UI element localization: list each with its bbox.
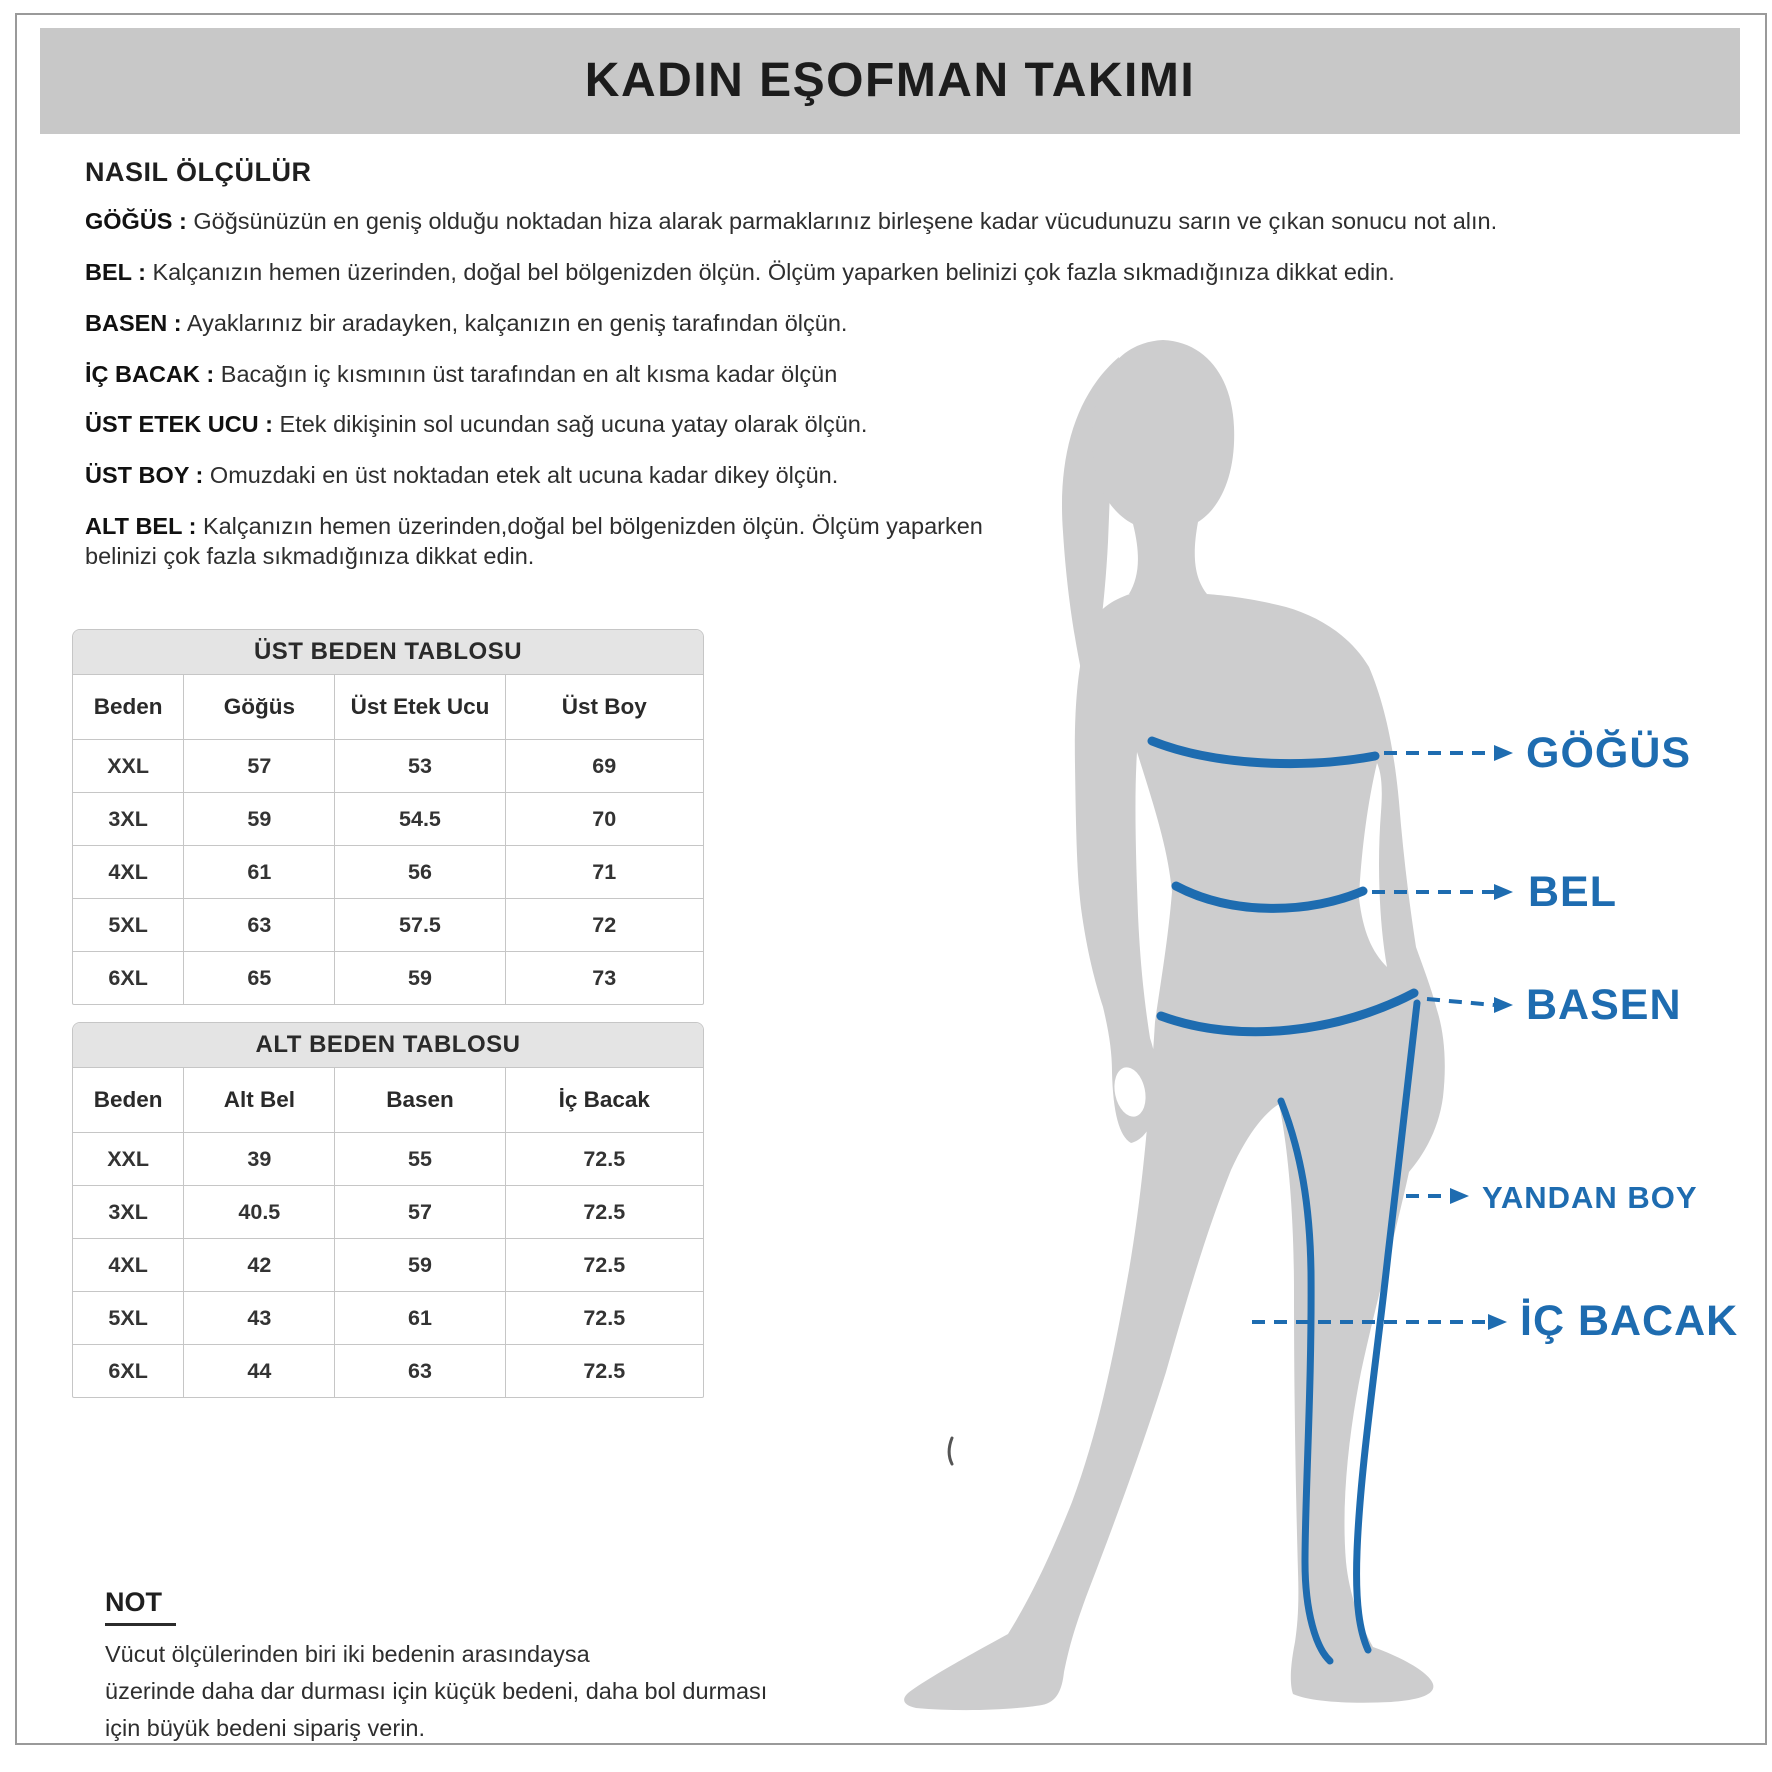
- table-cell: 42: [183, 1239, 334, 1291]
- title-banner: [40, 28, 1740, 134]
- column-header: Üst Etek Ucu: [334, 675, 504, 739]
- table-cell: 59: [334, 1239, 504, 1291]
- table-row: [73, 952, 703, 1004]
- table-cell: 6XL: [108, 1359, 148, 1383]
- label-side-length: YANDAN BOY: [1482, 1180, 1698, 1215]
- table-cell: 53: [334, 740, 504, 792]
- table-cell: 43: [183, 1292, 334, 1344]
- label-waist: BEL: [1528, 868, 1617, 916]
- label-hip: BASEN: [1526, 981, 1682, 1029]
- measure-term: İÇ BACAK :: [85, 360, 215, 387]
- measure-definition: [85, 258, 1715, 288]
- table-cell: 70: [505, 793, 703, 845]
- table-row: [73, 1292, 703, 1345]
- table-cell: 63: [183, 899, 334, 951]
- label-inner-leg: İÇ BACAK: [1520, 1297, 1739, 1345]
- measure-text: Etek dikişinin sol ucundan sağ ucuna yatay olarak ölçün.: [279, 411, 868, 438]
- measure-definition: [85, 309, 1715, 339]
- column-header: Üst Boy: [505, 675, 703, 739]
- table-cell: 72.5: [505, 1239, 703, 1291]
- table-header-row: [73, 1068, 703, 1133]
- table-cell: 73: [505, 952, 703, 1004]
- table-cell: 72: [505, 899, 703, 951]
- table-cell: 56: [334, 846, 504, 898]
- table-cell: 72.5: [505, 1186, 703, 1238]
- upper-size-table: [72, 629, 704, 1005]
- table-cell: 65: [183, 952, 334, 1004]
- table-cell: 63: [334, 1345, 504, 1397]
- table-row: [73, 1186, 703, 1239]
- measure-definitions: [85, 207, 1715, 593]
- table-row: [73, 1239, 703, 1292]
- table-cell: 39: [183, 1133, 334, 1185]
- lower-size-table: [72, 1022, 704, 1398]
- measure-definition: [85, 360, 1715, 390]
- column-header: Alt Bel: [183, 1068, 334, 1132]
- measure-text: Bacağın iç kısmının üst tarafından en alt kısma kadar ölçün: [220, 360, 838, 387]
- note-section: [105, 1587, 1005, 1747]
- table-row: [73, 1345, 703, 1397]
- table-cell: 57: [183, 740, 334, 792]
- table-row: [73, 793, 703, 846]
- table-cell: 69: [505, 740, 703, 792]
- column-header: Basen: [334, 1068, 504, 1132]
- page-border: [15, 13, 1767, 1745]
- measure-definition: [85, 512, 1053, 572]
- table-row: [73, 899, 703, 952]
- table-cell: 72.5: [505, 1292, 703, 1344]
- table-cell: XXL: [107, 754, 150, 778]
- measure-definition: [85, 207, 1715, 237]
- column-header: Göğüs: [183, 675, 334, 739]
- column-header: Beden: [93, 1087, 163, 1112]
- column-header: İç Bacak: [505, 1068, 703, 1132]
- table-cell: 6XL: [108, 966, 148, 990]
- measure-term: ÜST BOY :: [85, 462, 204, 489]
- table-row: [73, 1133, 703, 1186]
- table-cell: 40.5: [183, 1186, 334, 1238]
- table-cell: 59: [334, 952, 504, 1004]
- table-cell: 57: [334, 1186, 504, 1238]
- table-cell: 57.5: [334, 899, 504, 951]
- table-cell: 59: [183, 793, 334, 845]
- page-title: KADIN EŞOFMAN TAKIMI: [584, 54, 1196, 107]
- table-title: ALT BEDEN TABLOSU: [73, 1023, 703, 1068]
- table-cell: 72.5: [505, 1133, 703, 1185]
- table-cell: 55: [334, 1133, 504, 1185]
- measure-term: BASEN :: [85, 309, 182, 336]
- measure-term: GÖĞÜS :: [85, 208, 187, 234]
- table-cell: 5XL: [108, 913, 148, 937]
- measure-term: BEL :: [85, 258, 146, 285]
- table-cell: 72.5: [505, 1345, 703, 1397]
- table-cell: 54.5: [334, 793, 504, 845]
- label-chest: GÖĞÜS: [1526, 729, 1692, 777]
- measure-text: Kalçanızın hemen üzerinden,doğal bel bölgenizden ölçün. Ölçüm yaparken belinizi çok fazla sıkmadığınıza dikkat edin.: [85, 513, 983, 569]
- table-row: [73, 740, 703, 793]
- measure-text: Kalçanızın hemen üzerinden, doğal bel bölgenizden ölçün. Ölçüm yaparken belinizi çok fazla sıkmadığınıza dikkat edin.: [152, 258, 1395, 285]
- how-to-measure-heading: NASIL ÖLÇÜLÜR: [85, 157, 312, 187]
- table-body: [73, 740, 703, 1004]
- note-line: için büyük bedeni sipariş verin.: [105, 1715, 426, 1741]
- table-cell: 61: [183, 846, 334, 898]
- note-heading: NOT: [105, 1587, 176, 1626]
- table-body: [73, 1133, 703, 1397]
- measure-definition: [85, 461, 1715, 491]
- table-cell: 4XL: [108, 1253, 148, 1277]
- table-row: [73, 846, 703, 899]
- note-line: Vücut ölçülerinden biri iki bedenin arasındaysa: [105, 1641, 590, 1667]
- table-header-row: [73, 675, 703, 740]
- table-cell: 71: [505, 846, 703, 898]
- table-cell: 3XL: [108, 1200, 148, 1224]
- table-cell: 61: [334, 1292, 504, 1344]
- table-cell: XXL: [107, 1147, 150, 1171]
- column-header: Beden: [93, 694, 163, 719]
- table-cell: 5XL: [108, 1306, 148, 1330]
- measure-term: ÜST ETEK UCU :: [85, 411, 273, 438]
- measure-text: Ayaklarınız bir aradayken, kalçanızın en geniş tarafından ölçün.: [186, 309, 848, 336]
- table-cell: 44: [183, 1345, 334, 1397]
- table-cell: 3XL: [108, 807, 148, 831]
- measure-term: ALT BEL :: [85, 513, 197, 540]
- note-line: üzerinde daha dar durması için küçük bedeni, daha bol durması: [105, 1678, 768, 1704]
- measure-definition: [85, 410, 1715, 440]
- table-title: ÜST BEDEN TABLOSU: [73, 630, 703, 675]
- measure-text: Göğsünüzün en geniş olduğu noktadan hiza alarak parmaklarınız birleşene kadar vücudunuzu sarın ve çıkan sonucu not alın.: [193, 208, 1498, 234]
- table-cell: 4XL: [108, 860, 148, 884]
- measure-text: Omuzdaki en üst noktadan etek alt ucuna kadar dikey ölçün.: [209, 462, 839, 489]
